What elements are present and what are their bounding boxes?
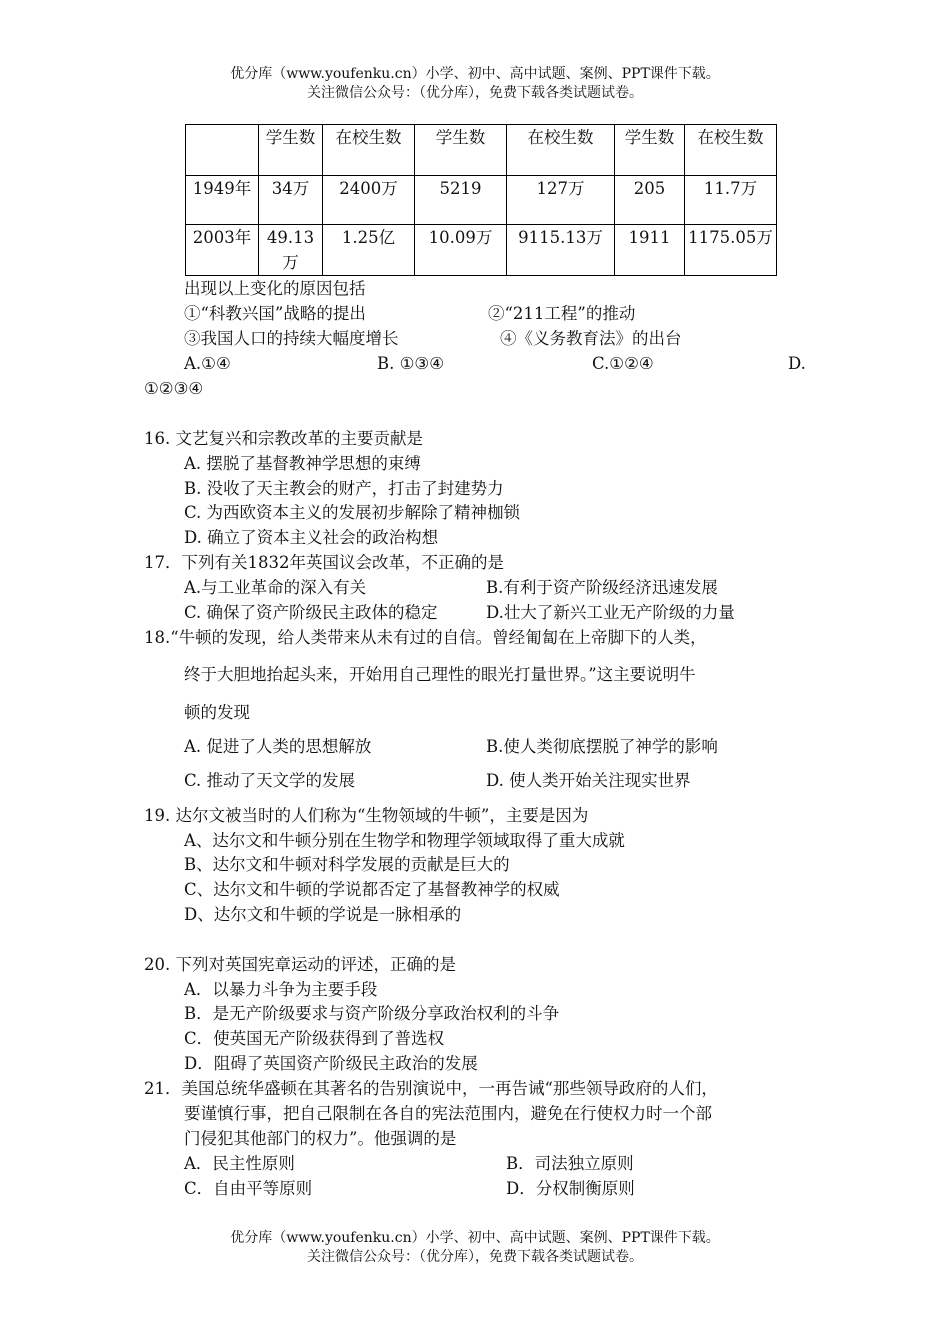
q16-stem: 16. 文艺复兴和宗教改革的主要贡献是 <box>144 429 423 448</box>
table-header-cell: 在校生数 <box>507 125 615 176</box>
q16-option-d: D. 确立了资本主义社会的政治构想 <box>184 528 439 547</box>
q21-option-d: D．分权制衡原则 <box>506 1179 635 1198</box>
table-cell: 2003年 <box>186 225 259 276</box>
q15-item-3: ③我国人口的持续大幅度增长 <box>184 329 399 348</box>
q15-option-d-cont: ①②③④ <box>144 379 204 398</box>
table-cell: 11.7万 <box>685 176 777 225</box>
q15-item-1: ①“科教兴国”战略的提出 <box>184 304 366 323</box>
q19-option-b: B、达尔文和牛顿对科学发展的贡献是巨大的 <box>184 855 510 874</box>
table-header-row <box>186 125 777 176</box>
q15-option-b: B. ①③④ <box>377 354 444 373</box>
table-cell: 5219 <box>415 176 507 225</box>
table-cell: 1949年 <box>186 176 259 225</box>
q17-option-a: A.与工业革命的深入有关 <box>184 578 367 597</box>
footer-line-2: 关注微信公众号：（优分库），免费下载各类试题试卷。 <box>307 1249 643 1265</box>
q17-option-c: C. 确保了资产阶级民主政体的稳定 <box>184 603 438 622</box>
table-row <box>186 225 777 276</box>
q16-option-a: A. 摆脱了基督教神学思想的束缚 <box>184 454 421 473</box>
table-cell: 9115.13万 <box>507 225 615 276</box>
table-header-cell: 在校生数 <box>323 125 415 176</box>
q21-stem-line-2: 要谨慎行事，把自己限制在各自的宪法范围内，避免在行使权力时一个部 <box>184 1104 712 1123</box>
q18-stem-line-2: 终于大胆地抬起头来，开始用自己理性的眼光打量世界。”这主要说明牛 <box>184 665 696 684</box>
table-cell: 1911 <box>615 225 685 276</box>
table-header-cell: 学生数 <box>615 125 685 176</box>
q18-option-a: A. 促进了人类的思想解放 <box>184 737 372 756</box>
table-header-cell: 学生数 <box>259 125 323 176</box>
q15-option-c: C.①②④ <box>592 354 654 373</box>
table-cell: 1.25亿 <box>323 225 415 276</box>
q17-option-b: B.有利于资产阶级经济迅速发展 <box>486 578 718 597</box>
table-header-cell: 学生数 <box>415 125 507 176</box>
q18-option-c: C. 推动了天文学的发展 <box>184 771 356 790</box>
q17-stem: 17．下列有关1832年英国议会改革，不正确的是 <box>144 553 504 572</box>
q20-option-d: D．阻碍了英国资产阶级民主政治的发展 <box>184 1054 478 1073</box>
table-cell: 10.09万 <box>415 225 507 276</box>
table-header-cell <box>186 125 259 176</box>
header-line-1: 优分库（www.youfenku.cn）小学、初中、高中试题、案例、PPT课件下载。 <box>230 66 720 82</box>
q16-option-c: C. 为西欧资本主义的发展初步解除了精神枷锁 <box>184 503 521 522</box>
q19-stem: 19. 达尔文被当时的人们称为“生物领域的牛顿”，主要是因为 <box>144 806 589 825</box>
table-cell: 34万 <box>259 176 323 225</box>
q21-stem-line-1: 21．美国总统华盛顿在其著名的告别演说中，一再告诫“那些领导政府的人们， <box>144 1079 718 1098</box>
table-cell: 1175.05万 <box>685 225 777 276</box>
q21-option-a: A．民主性原则 <box>184 1154 295 1173</box>
q18-stem-line-1: 18.“牛顿的发现，给人类带来从未有过的自信。曾经匍匐在上帝脚下的人类， <box>144 628 707 647</box>
table-row <box>186 176 777 225</box>
q18-stem-line-3: 顿的发现 <box>184 703 250 722</box>
q21-option-c: C．自由平等原则 <box>184 1179 313 1198</box>
q20-option-c: C．使英国无产阶级获得到了普选权 <box>184 1029 445 1048</box>
q15-stem: 出现以上变化的原因包括 <box>184 279 366 298</box>
q15-item-2: ②“211工程”的推动 <box>488 304 636 323</box>
q21-stem-line-3: 门侵犯其他部门的权力”。他强调的是 <box>184 1129 457 1148</box>
q21-option-b: B．司法独立原则 <box>506 1154 634 1173</box>
table-cell: 127万 <box>507 176 615 225</box>
q19-option-c: C、达尔文和牛顿的学说都否定了基督教神学的权威 <box>184 880 560 899</box>
table-cell: 49.13万 <box>259 225 323 276</box>
q18-option-b: B.使人类彻底摆脱了神学的影响 <box>486 737 718 756</box>
page-header <box>0 65 950 103</box>
footer-line-1: 优分库（www.youfenku.cn）小学、初中、高中试题、案例、PPT课件下载。 <box>230 1230 720 1246</box>
q18-option-d: D. 使人类开始关注现实世界 <box>486 771 691 790</box>
q17-option-d: D.壮大了新兴工业无产阶级的力量 <box>486 603 735 622</box>
q15-option-a: A.①④ <box>184 354 231 373</box>
q19-option-d: D、达尔文和牛顿的学说是一脉相承的 <box>184 905 462 924</box>
table-header-cell: 在校生数 <box>685 125 777 176</box>
q15-option-d: D. <box>788 354 806 373</box>
header-line-2: 关注微信公众号：（优分库），免费下载各类试题试卷。 <box>307 85 643 101</box>
q15-item-4: ④《义务教育法》的出台 <box>500 329 682 348</box>
q20-option-a: A．以暴力斗争为主要手段 <box>184 980 378 999</box>
table-cell: 2400万 <box>323 176 415 225</box>
q20-option-b: B．是无产阶级要求与资产阶级分享政治权利的斗争 <box>184 1004 560 1023</box>
page-footer <box>0 1229 950 1267</box>
q19-option-a: A、达尔文和牛顿分别在生物学和物理学领域取得了重大成就 <box>184 831 625 850</box>
table-cell: 205 <box>615 176 685 225</box>
q20-stem: 20. 下列对英国宪章运动的评述，正确的是 <box>144 955 456 974</box>
education-stats-table <box>185 124 777 276</box>
q16-option-b: B. 没收了天主教会的财产，打击了封建势力 <box>184 479 504 498</box>
